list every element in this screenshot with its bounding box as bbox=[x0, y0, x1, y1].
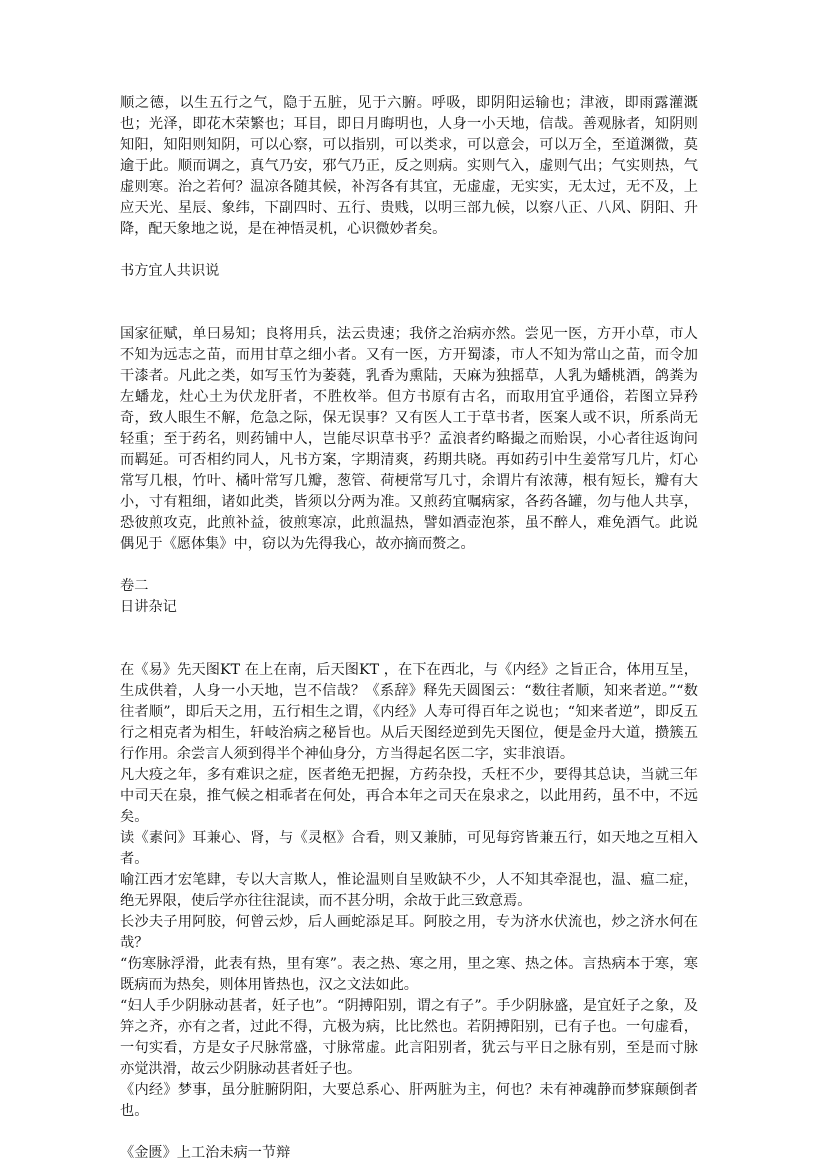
section-title-jingui: 《金匮》上工治未病一节辩 bbox=[120, 1145, 291, 1161]
paragraph-daily-5: 长沙夫子用阿胶，何曾云炒，后人画蛇添足耳。阿胶之用，专为济水伏流也，炒之济水何在哉？ bbox=[120, 914, 698, 951]
paragraph-intro: 顺之德，以生五行之气，隐于五脏，见于六腑。呼吸，即阴阳运输也；津液，即雨露灌溉也；光泽，即花木荣繁也；耳目，即日月晦明也，人身一小天地，信哉。善观脉者，知阴则知阳，知阳则知阴，可以心察，可以指别，可以类求，可以意会，可以万全，至道渊微，莫逾于此。顺而调之，真气乃安，邪气乃正，反之则病。实则气入，虚则气出；气实则热，气虚则寒。治之若何？温凉各随其候，补泻各有其宜，无虚虚，无实实，无太过，无不及，上应天光、星辰、象纬，下副四时、五行、贵贱，以明三部九候，以察八正、八风、阴阳、升降，配天象地之说，是在神悟灵机，心识微妙者矣。 bbox=[120, 95, 698, 237]
paragraph-daily-2: 凡大疫之年，多有难识之症，医者绝无把握，方药杂投，夭枉不少，要得其总诀，当就三年中司天在泉，推气候之相乖者在何处，再合本年之司天在泉求之，以此用药，虽不中，不远矣。 bbox=[120, 767, 698, 825]
paragraph-daily-3: 读《素问》耳兼心、肾，与《灵枢》合看，则又兼肺，可见每窍皆兼五行，如天地之互相入者。 bbox=[120, 830, 698, 867]
section-title-daily-notes: 日讲杂记 bbox=[120, 599, 177, 615]
section-title-prescription: 书方宜人共识说 bbox=[120, 263, 220, 279]
paragraph-daily-4: 喻江西才宏笔肆，专以大言欺人，惟论温则自呈败缺不少，人不知其牵混也，温、瘟二症，绝无界限，使后学亦往往混读，而不甚分明，余故于此三致意焉。 bbox=[120, 872, 698, 909]
paragraph-daily-6: “伤寒脉浮滑，此表有热，里有寒”。表之热、寒之用，里之寒、热之体。言热病本于寒，寒既病而为热矣，则体用皆热也，汉之文法如此。 bbox=[120, 956, 698, 993]
paragraph-prescription: 国家征赋，单曰易知；良将用兵，法云贵速；我侪之治病亦然。尝见一医，方开小草，市人不知为远志之苗，而用甘草之细小者。又有一医，方开蜀漆，市人不知为常山之苗，而令加干漆者。凡此之类，如写玉竹为萎蕤，乳香为熏陆，天麻为独摇草，人乳为蟠桃酒，鸽粪为左蟠龙，灶心土为伏龙肝者，不胜枚举。但方书原有古名，而取用宜乎通俗，若图立异矜奇，致人眼生不解，危急之际，保无误事？又有医人工于草书者，医案人或不识，所系尚无轻重；至于药名，则药铺中人，岂能尽识草书乎？孟浪者约略撮之而贻误，小心者往返询问而羁延。可否相约同人，凡书方案，字期清爽，药期共晓。再如药引中生姜常写几片，灯心常写几根，竹叶、橘叶常写几瓣，葱管、荷梗常写几寸，余谓片有浓薄，根有短长，瓣有大小，寸有粗细，诸如此类，皆须以分两为准。又煎药宜嘱病家，各药各罐，勿与他人共享，恐彼煎攻克，此煎补益，彼煎寒凉，此煎温热，譬如酒壶泡茶，虽不醉人，难免酒气。此说偶见于《愿体集》中，窃以为先得我心，故亦摘而赘之。 bbox=[120, 326, 698, 552]
paragraph-daily-8: 《内经》梦事，虽分脏腑阴阳，大要总系心、肝两脏为主，何也？未有神魂静而梦寐颠倒者也。 bbox=[120, 1082, 698, 1119]
volume-label: 卷二 bbox=[120, 578, 149, 594]
paragraph-daily-1: 在《易》先天图KT 在上在南，后天图KT ，在下在西北，与《内经》之旨正合，体用互呈，生成供着，人身一小天地，岂不信哉？《系辞》释先天圆图云：“数往者顺，知来者逆。”“数往者顺”，即后天之用，五行相生之谓，《内经》人寿可得百年之说也；“知来者逆”，即反五行之相克者为相生，轩岐治病之秘旨也。从后天图经逆到先天图位，便是金丹大道，攒簇五行作用。余尝言人须到得半个神仙身分，方当得起名医二字，实非浪语。 bbox=[120, 662, 698, 762]
document-page bbox=[120, 93, 698, 1164]
paragraph-daily-7: “妇人手少阴脉动甚者，妊子也”。“阴搏阳别，谓之有子”。手少阴脉盛，是宜妊子之象，及笄之齐，亦有之者，过此不得，亢极为病，比比然也。若阴搏阳别，已有子也。一句虚看，一句实看，方是女子尺脉常盛，寸脉常虚。此言阳别者，犹云与平日之脉有别，至是而寸脉亦觉洪滑，故云少阴脉动甚者妊子也。 bbox=[120, 998, 698, 1077]
